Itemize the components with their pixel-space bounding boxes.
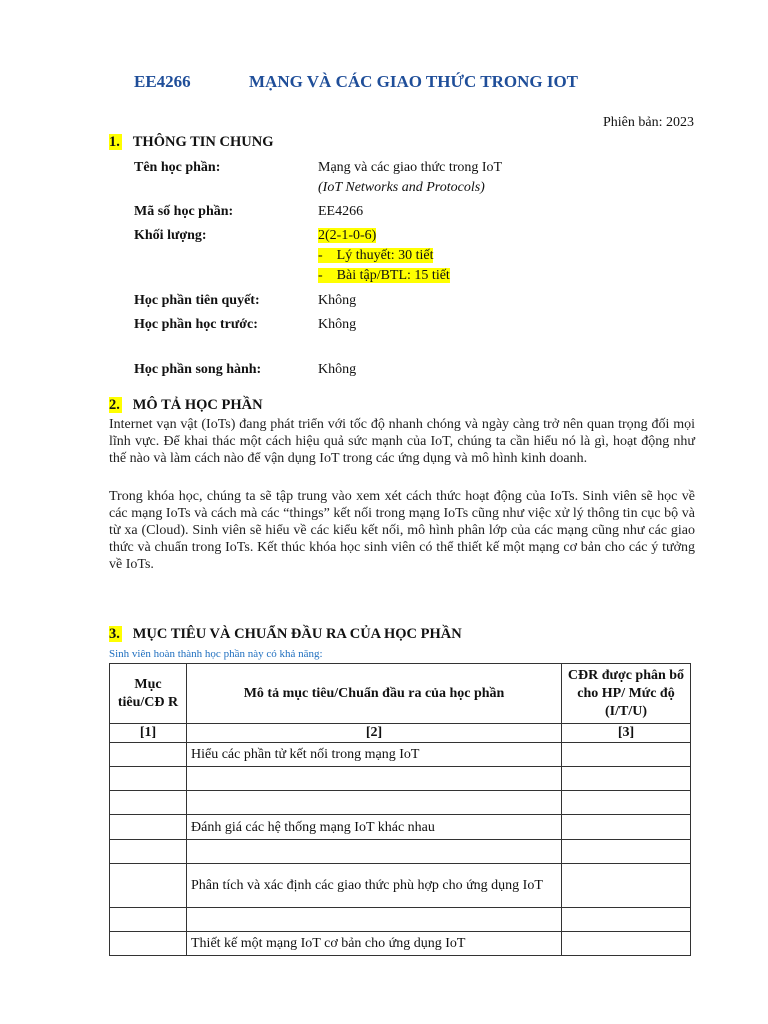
description-paragraph-1: Internet vạn vật (IoTs) đang phát triển với tốc độ nhanh chóng và ngày càng trở nên quan trọng đối mọi lĩnh vực. Để khai thác một cách hiệu quả sức mạnh của IoT, chúng ta cần hiểu nó là gì, hoạt động như thế nào và làm cách nào để vận dụng IoT trong các ứng dụng và mô hình kinh doanh.: [109, 417, 695, 466]
section-2-heading: [109, 397, 263, 414]
table-row: [110, 791, 691, 815]
section-1-title: THÔNG TIN CHUNG: [132, 134, 274, 150]
course-code-label: Mã số học phần:: [134, 204, 234, 219]
table-index-row: [110, 724, 691, 743]
prerequisite-value: Không: [318, 293, 357, 308]
prior-course-label: Học phần học trước:: [134, 317, 258, 332]
section-1-heading: [109, 134, 273, 151]
objectives-intro: Sinh viên hoàn thành học phần này có khả năng:: [109, 648, 323, 660]
header-objective: Mục tiêu/CĐ R: [110, 664, 187, 724]
course-name-label: Tên học phần:: [134, 160, 221, 175]
course-name-en: [318, 180, 485, 196]
course-code-value: EE4266: [318, 204, 364, 219]
credits-label: Khối lượng:: [134, 228, 207, 243]
course-title: MẠNG VÀ CÁC GIAO THỨC TRONG IOT: [249, 72, 579, 91]
credits-theory: - Lý thuyết: 30 tiết: [318, 248, 434, 263]
objective-cell: Thiết kế một mạng IoT cơ bản cho ứng dụng IoT: [187, 932, 562, 956]
table-row: [110, 908, 691, 932]
objective-cell: [187, 791, 562, 815]
prerequisite-label: Học phần tiên quyết:: [134, 293, 260, 308]
table-row: [110, 840, 691, 864]
description-paragraph-2: Trong khóa học, chúng ta sẽ tập trung vào xem xét cách thức hoạt động của IoTs. Sinh viên sẽ học về các mạng IoTs và cách mà các “things” kết nối trong mạng IoTs cũng như việc xử lý thông tin cục bộ và từ xa (Cloud). Sinh viên sẽ hiểu về các kiểu kết nối, mô hình phân lớp của các mạng cũng như các giao thức và chuẩn trong IoTs. Kết thúc khóa học sinh viên có thể thiết kế một mạng cơ bản cho các ý tưởng về IoTs.: [109, 489, 695, 572]
table-row: [110, 743, 691, 767]
objective-cell: [187, 767, 562, 791]
table-row: [110, 864, 691, 908]
credits-value: 2(2-1-0-6): [318, 228, 377, 243]
index-col-3: [3]: [562, 724, 691, 743]
header-outcome-allocation: CĐR được phân bổ cho HP/ Mức độ (I/T/U): [562, 664, 691, 724]
section-1-number: 1.: [109, 134, 120, 150]
course-name-en-text: (IoT Networks and Protocols): [318, 180, 485, 195]
table-row: [110, 815, 691, 840]
version-label: Phiên bản: 2023: [603, 115, 694, 130]
table-row: [110, 932, 691, 956]
objectives-table: [109, 663, 691, 956]
section-2-number: 2.: [109, 397, 120, 413]
section-3-heading: [109, 626, 462, 643]
course-name-value: Mạng và các giao thức trong IoT: [318, 160, 503, 175]
parallel-course-label: Học phần song hành:: [134, 362, 262, 377]
objective-cell: Phân tích và xác định các giao thức phù hợp cho ứng dụng IoT: [187, 864, 562, 908]
table-header-row: [110, 664, 691, 724]
course-code: EE4266: [134, 72, 191, 91]
section-3-number: 3.: [109, 626, 120, 642]
credits-exercise: - Bài tập/BTL: 15 tiết: [318, 268, 450, 283]
section-3-title: MỤC TIÊU VÀ CHUẨN ĐẦU RA CỦA HỌC PHẦN: [132, 626, 462, 642]
prior-course-value: Không: [318, 317, 357, 332]
objective-cell: [187, 840, 562, 864]
parallel-course-value: Không: [318, 362, 357, 377]
section-2-title: MÔ TẢ HỌC PHẦN: [132, 397, 263, 413]
table-row: [110, 767, 691, 791]
index-col-1: [1]: [110, 724, 187, 743]
header-description: Mô tả mục tiêu/Chuẩn đầu ra của học phần: [187, 664, 562, 724]
objective-cell: Đánh giá các hệ thống mạng IoT khác nhau: [187, 815, 562, 840]
objective-cell: Hiểu các phần tử kết nối trong mạng IoT: [187, 743, 562, 767]
index-col-2: [2]: [187, 724, 562, 743]
objective-cell: [187, 908, 562, 932]
